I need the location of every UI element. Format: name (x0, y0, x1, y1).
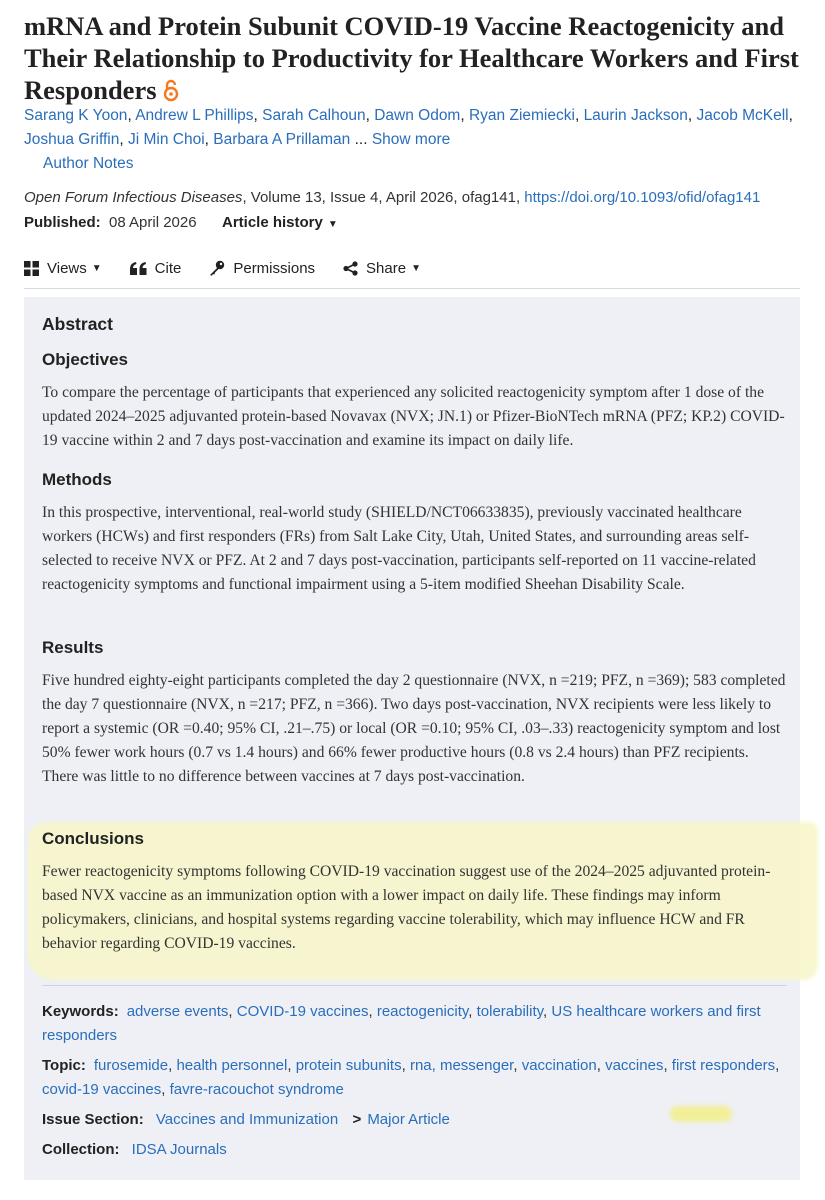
collection-label: Collection: (42, 1141, 120, 1158)
article-title (24, 10, 814, 109)
grid-icon (24, 261, 39, 276)
keywords-list (42, 1003, 761, 1044)
list-separator: , (468, 1003, 477, 1020)
conclusions-text: Fewer reactogenicity symptoms following COVID-19 vaccination suggest use of the 2024–2025 adjuvanted protein-based NVX vaccine as an immunization option with a lower impact on daily life. These findings may inform policymakers, clinicians, and hospital systems regarding vaccine tolerability, which may influence HCW and FR behavior regarding COVID-19 vaccines. (42, 863, 771, 952)
author-link[interactable]: Sarah Calhoun (262, 107, 366, 124)
topic-link[interactable]: protein subunits (295, 1057, 402, 1074)
list-separator: , (788, 107, 793, 124)
list-separator: , (368, 1003, 377, 1020)
list-separator: , (513, 1057, 522, 1074)
list-separator: , (543, 1003, 552, 1020)
show-more-authors-link[interactable]: Show more (371, 131, 451, 148)
topic-link[interactable]: covid-19 vaccines (42, 1081, 162, 1098)
topic-link[interactable]: furosemide (93, 1057, 169, 1074)
share-button[interactable] (343, 260, 421, 277)
article-toolbar (24, 255, 449, 281)
objectives-heading: Objectives (42, 350, 128, 369)
cite-label: Cite (154, 259, 182, 277)
keyword-link[interactable]: COVID-19 vaccines (236, 1003, 369, 1020)
metadata-divider (42, 985, 787, 986)
issue-section-link[interactable]: Vaccines and Immunization (155, 1111, 339, 1128)
list-separator: , (687, 107, 697, 124)
journal-name: Open Forum Infectious Diseases (24, 189, 243, 206)
results-text: Five hundred eighty-eight participants completed the day 2 questionnaire (NVX, n =219; PFZ, n =369); 583 completed the day 7 questionnaire (NVX, n =217; PFZ, n =366). Two days post-vaccination, NVX recipients were less likely to report a systemic (OR =0.40; 95% CI, .21–.75) or local (OR =0.10; 95% CI, .03–.33) reactogenicity symptom and lost 50% fewer work hours (0.7 vs 1.4 hours) and 66% fewer productive hours (0.8 vs 2.4 hours) than PFZ recipients. There was little to no difference between vaccines at 7 days post-vaccination. (42, 672, 786, 785)
keyword-link[interactable]: reactogenicity (376, 1003, 469, 1020)
topic-link[interactable]: favre-racouchot syndrome (169, 1081, 344, 1098)
permissions-button[interactable] (209, 260, 315, 277)
keyword-link[interactable]: tolerability (476, 1003, 544, 1020)
list-separator: , (127, 107, 136, 124)
citation-details: , Volume 13, Issue 4, April 2026, ofag141, (242, 189, 525, 206)
author-link[interactable]: Andrew L Phillips (135, 107, 254, 124)
share-icon (343, 261, 358, 276)
objectives-text: To compare the percentage of participants that experienced any solicited reactogenicity symptom after 1 dose of the updated 2024–2025 adjuvanted protein-based Novavax (NVX; JN.1) or Pfizer-BioNTech mRNA (PFZ; KP.2) COVID-19 vaccine within 2 and 7 days post-vaccination and examine its impact on daily life. (42, 384, 785, 449)
author-link[interactable]: Dawn Odom (374, 107, 461, 124)
article-title-text: mRNA and Protein Subunit COVID-19 Vaccine Reactogenicity and Their Relationship to Productivity for Healthcare Workers and First Responders (24, 11, 799, 105)
chevron-down-icon: ▼ (91, 262, 102, 274)
list-separator: , (119, 131, 128, 148)
authors-ellipsis: ... (350, 131, 372, 148)
keywords-row (42, 1000, 787, 1048)
abstract-heading: Abstract (42, 314, 113, 334)
list-separator: , (287, 1057, 296, 1074)
author-link[interactable]: Barbara A Prillaman (213, 131, 351, 148)
author-link[interactable]: Ryan Ziemiecki (468, 107, 575, 124)
article-history-button[interactable] (222, 211, 338, 237)
list-separator: , (401, 1057, 410, 1074)
share-label: Share (366, 259, 407, 277)
topic-list (42, 1057, 779, 1098)
quote-icon (130, 262, 147, 275)
chevron-down-icon: ▼ (411, 262, 421, 274)
published-line (24, 211, 197, 235)
topic-row (42, 1054, 787, 1102)
issue-section-label: Issue Section: (42, 1111, 144, 1128)
author-link[interactable]: Laurin Jackson (583, 107, 688, 124)
list-separator: , (775, 1057, 780, 1074)
list-separator: , (663, 1057, 672, 1074)
highlighter-mark (670, 1106, 732, 1122)
list-separator: , (253, 107, 263, 124)
list-separator: , (168, 1057, 177, 1074)
author-link[interactable]: Jacob McKell (696, 107, 789, 124)
topic-link[interactable]: vaccines (605, 1057, 664, 1074)
author-list (24, 104, 804, 152)
collection-row (42, 1138, 787, 1162)
major-article-link[interactable]: Major Article (367, 1111, 450, 1128)
keywords-label: Keywords: (42, 1003, 119, 1020)
toolbar-divider (24, 288, 800, 289)
topic-label: Topic: (42, 1057, 86, 1074)
author-link[interactable]: Joshua Griffin (24, 131, 120, 148)
citation-line (24, 186, 760, 210)
topic-link[interactable]: health personnel (176, 1057, 288, 1074)
list-separator: , (460, 107, 469, 124)
breadcrumb-separator: > (352, 1111, 362, 1128)
keyword-link[interactable]: US healthcare workers and first responders (42, 1003, 761, 1044)
permissions-label: Permissions (233, 259, 316, 277)
methods-text: In this prospective, interventional, real-world study (SHIELD/NCT06633835), previously vaccinated healthcare workers (HCWs) and first responders (FRs) from Salt Lake City, Utah, United States, and surrounding areas self-selected to receive NVX or PFZ. At 2 and 7 days post-vaccination, participants self-reported on 11 vaccine-related reactogenicity symptoms and functional impairment using a 5-item modified Sheehan Disability Scale. (42, 504, 756, 593)
topic-link[interactable]: first responders (671, 1057, 776, 1074)
topic-link[interactable]: rna, messenger (409, 1057, 514, 1074)
author-notes-link[interactable]: Author Notes (43, 155, 134, 172)
published-date: 08 April 2026 (109, 214, 197, 231)
doi-link[interactable]: https://doi.org/10.1093/ofid/ofag141 (524, 189, 761, 206)
cite-button[interactable] (130, 260, 182, 277)
author-link[interactable]: Sarang K Yoon (24, 107, 128, 124)
views-label: Views (47, 259, 87, 277)
chevron-down-icon: ▼ (327, 219, 338, 230)
key-icon (209, 260, 225, 276)
conclusions-heading: Conclusions (42, 829, 145, 848)
topic-link[interactable]: vaccination (521, 1057, 597, 1074)
methods-heading: Methods (42, 470, 112, 489)
keyword-link[interactable]: adverse events (126, 1003, 229, 1020)
published-label: Published: (24, 214, 101, 231)
list-separator: , (228, 1003, 237, 1020)
collection-link[interactable]: IDSA Journals (131, 1141, 227, 1158)
list-separator: , (161, 1081, 170, 1098)
results-heading: Results (42, 638, 104, 657)
author-link[interactable]: Ji Min Choi (127, 131, 205, 148)
list-separator: , (574, 107, 584, 124)
article-history-label: Article history (222, 214, 323, 231)
list-separator: , (365, 107, 375, 124)
views-button[interactable] (24, 260, 102, 277)
list-separator: , (204, 131, 214, 148)
list-separator: , (596, 1057, 606, 1074)
